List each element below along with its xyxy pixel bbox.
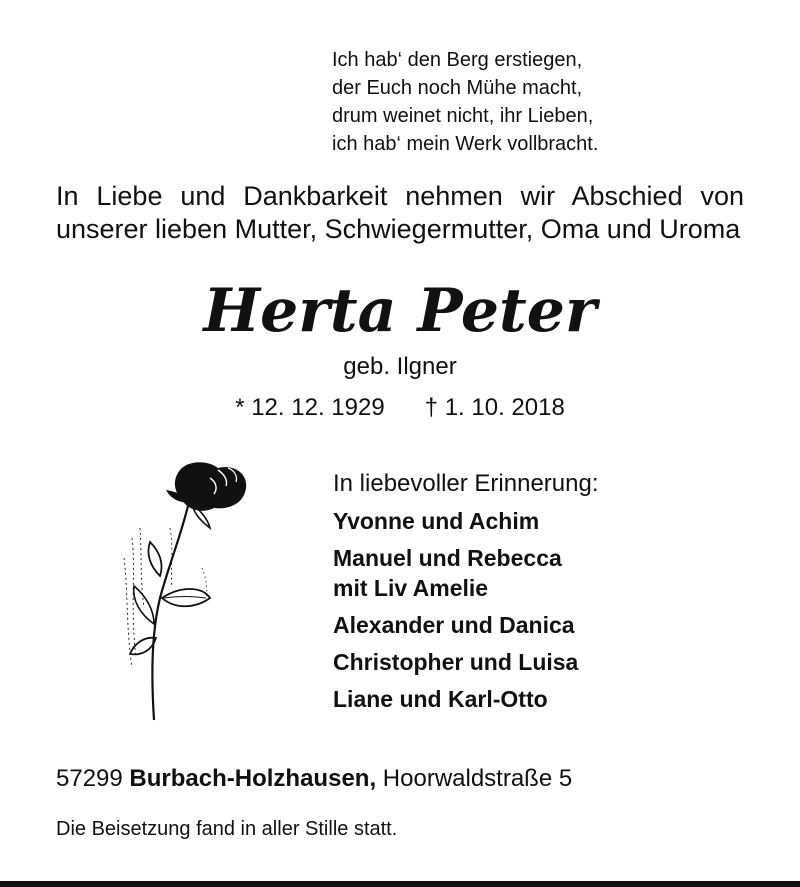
life-dates xyxy=(0,393,800,423)
mourner-name: Yvonne und Achim xyxy=(333,508,540,534)
postal-code: 57299 xyxy=(56,765,123,792)
poem-line: drum weinet nicht, ihr Lieben, xyxy=(332,105,594,127)
poem-line: Ich hab‘ den Berg erstiegen, xyxy=(332,49,583,71)
address xyxy=(56,764,572,794)
mourner-entry xyxy=(333,647,773,677)
mourners xyxy=(333,468,773,721)
mourner-name: Manuel und Rebecca xyxy=(333,545,562,571)
mourner-entry xyxy=(333,684,773,714)
bottom-border xyxy=(0,881,800,887)
maiden-name: geb. Ilgner xyxy=(343,353,457,380)
mourners-heading: In liebevoller Erinnerung: xyxy=(333,470,599,497)
street: Hoorwaldstraße 5 xyxy=(382,765,573,792)
birth-date: * 12. 12. 1929 xyxy=(235,394,385,421)
poem xyxy=(332,46,692,158)
poem-line: ich hab‘ mein Werk vollbracht. xyxy=(332,133,599,155)
rose-illustration-icon xyxy=(110,458,260,723)
mourner-name: Liane und Karl-Otto xyxy=(333,686,548,712)
mourner-name-extra: mit Liv Amelie xyxy=(333,575,489,601)
mourner-name: Alexander und Danica xyxy=(333,612,575,638)
funeral-note: Die Beisetzung fand in aller Stille statt. xyxy=(56,818,398,840)
mourner-entry xyxy=(333,506,773,536)
mourner-entry xyxy=(333,543,773,603)
mourner-entry xyxy=(333,610,773,640)
death-date: † 1. 10. 2018 xyxy=(424,394,565,421)
intro-text: In Liebe und Dankbarkeit nehmen wir Abschied von unserer lieben Mutter, Schwiegermutter, Oma und Uroma xyxy=(56,181,744,244)
poem-line: der Euch noch Mühe macht, xyxy=(332,77,583,99)
mourner-name: Christopher und Luisa xyxy=(333,649,579,675)
town: Burbach-Holzhausen, xyxy=(129,765,377,792)
deceased-name: Herta Peter xyxy=(203,276,597,346)
